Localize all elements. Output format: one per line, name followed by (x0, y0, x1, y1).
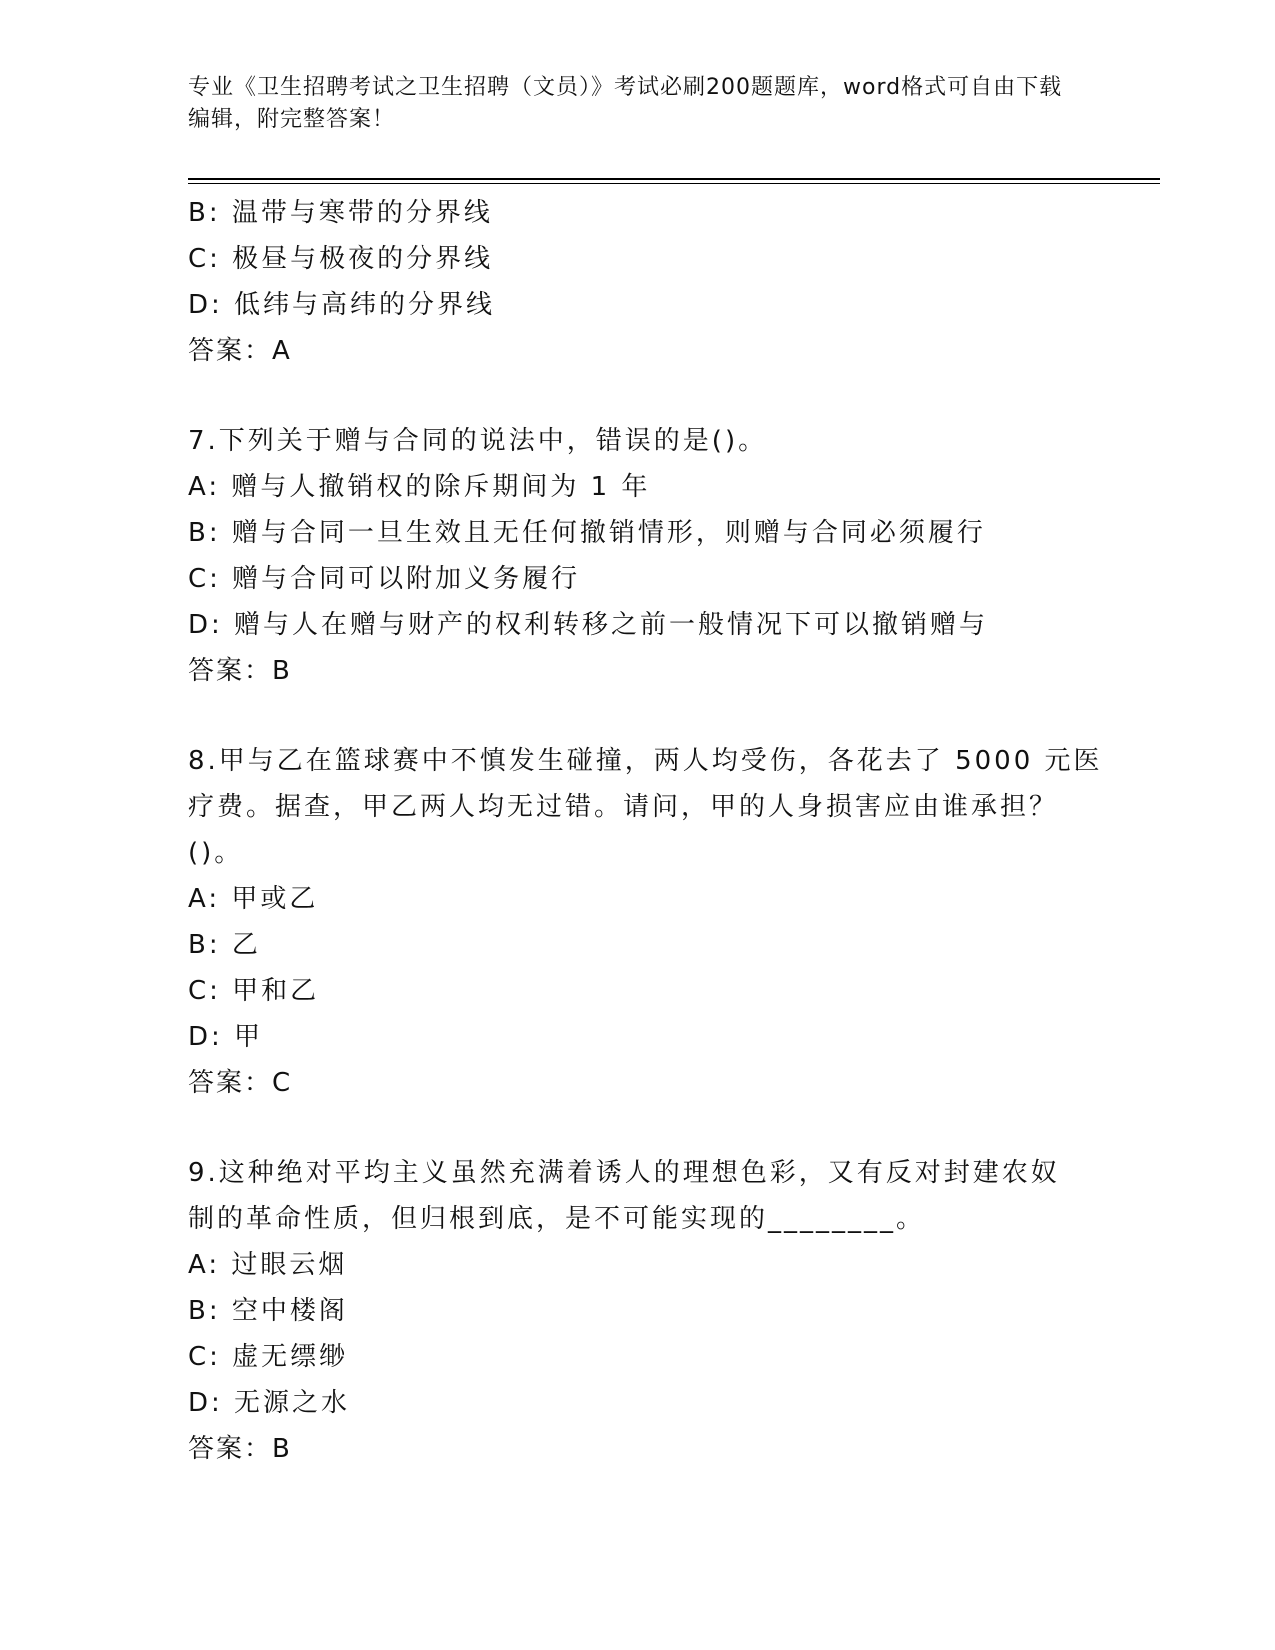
option-b: B: 乙 (188, 930, 261, 960)
answer-line: 答案：A (188, 336, 292, 366)
question-7-stem: 7.下列关于赠与合同的说法中，错误的是()。 (188, 426, 768, 456)
option-c: C: 赠与合同可以附加义务履行 (188, 564, 581, 594)
question-8-stem-line-3: ()。 (188, 838, 244, 868)
answer-line: 答案：B (188, 656, 292, 686)
document-header: 专业《卫生招聘考试之卫生招聘（文员）》考试必刷200题题库，word格式可自由下载编辑，附完整答案！ (188, 75, 1063, 132)
option-d: D: 无源之水 (188, 1388, 351, 1418)
option-a: A: 赠与人撤销权的除斥期间为 1 年 (188, 472, 651, 502)
question-9-block (188, 1150, 1068, 1472)
question-content (188, 190, 1103, 1472)
header-rule-thin (188, 183, 1160, 184)
question-8-block (188, 738, 1103, 1106)
option-b: B: 温带与寒带的分界线 (188, 198, 493, 228)
option-d: D: 赠与人在赠与财产的权利转移之前一般情况下可以撤销赠与 (188, 610, 989, 640)
question-9-stem-line-2: 制的革命性质，但归根到底，是不可能实现的________。 (188, 1204, 926, 1234)
option-c: C: 极昼与极夜的分界线 (188, 244, 494, 274)
answer-line: 答案：C (188, 1068, 293, 1098)
option-c: C: 虚无缥缈 (188, 1342, 349, 1372)
question-9-stem-line-1: 9.这种绝对平均主义虽然充满着诱人的理想色彩，又有反对封建农奴 (188, 1158, 1060, 1188)
header-rule-thick (188, 178, 1160, 180)
previous-question-block (188, 190, 1068, 374)
option-d: D: 甲 (188, 1022, 264, 1052)
option-c: C: 甲和乙 (188, 976, 320, 1006)
option-b: B: 赠与合同一旦生效且无任何撤销情形，则赠与合同必须履行 (188, 518, 986, 548)
option-b: B: 空中楼阁 (188, 1296, 348, 1326)
question-7-block (188, 418, 1068, 694)
answer-line: 答案：B (188, 1434, 292, 1464)
option-d: D: 低纬与高纬的分界线 (188, 290, 496, 320)
question-8-stem-line-2: 疗费。据查，甲乙两人均无过错。请问，甲的人身损害应由谁承担？ (188, 792, 1059, 822)
question-8-stem-line-1: 8.甲与乙在篮球赛中不慎发生碰撞，两人均受伤，各花去了 5000 元医 (188, 746, 1103, 776)
option-a: A: 甲或乙 (188, 884, 319, 914)
option-a: A: 过眼云烟 (188, 1250, 348, 1280)
